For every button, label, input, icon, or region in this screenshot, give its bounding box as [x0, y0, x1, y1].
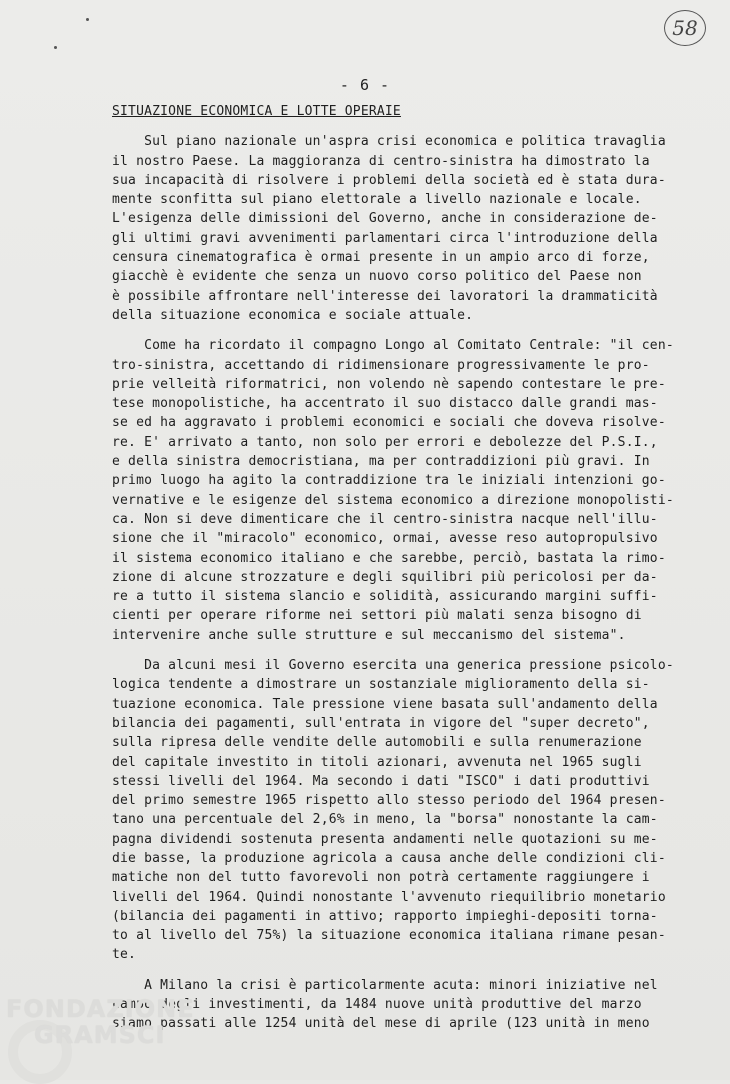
text-line: siamo passati alle 1254 unità del mese di aprile (123 unità in meno [112, 1016, 650, 1032]
text-line: L'esigenza delle dimissioni del Governo, anche in considerazione de- [112, 211, 658, 227]
document-body [112, 102, 712, 1045]
text-line: campo degli investimenti, da 1484 nuove unità produttive del marzo [112, 997, 642, 1013]
text-line: tuazione economica. Tale pressione viene basata sull'andamento della [112, 696, 658, 712]
paragraph [112, 976, 712, 1034]
page-marker: - 6 - [339, 76, 391, 94]
speck-mark [54, 46, 57, 49]
text-line: tro-sinistra, accettando di ridimensionare progressivamente le pro- [112, 357, 650, 373]
text-line: Sul piano nazionale un'aspra crisi economica e politica travaglia [112, 134, 666, 150]
text-line: bilancia dei pagamenti, sull'entrata in vigore del "super decreto", [112, 715, 650, 731]
text-line: re. E' arrivato a tanto, non solo per errori e debolezze del P.S.I., [112, 434, 658, 450]
text-line: tese monopolistiche, ha accentrato il suo distacco dalle grandi mas- [112, 396, 658, 412]
text-line: sua incapacità di risolvere i problemi della società ed è stata dura- [112, 172, 666, 188]
text-line: se ed ha aggravato i problemi economici e sociali che doveva risolve- [112, 415, 666, 431]
text-line: il sistema economico italiano e che sarebbe, perciò, bastata la rimo- [112, 550, 666, 566]
text-line: cienti per operare riforme nei settori più malati senza bisogno di [112, 608, 642, 624]
speck-mark [86, 18, 89, 21]
text-line: del primo semestre 1965 rispetto allo stesso periodo del 1964 presen- [112, 793, 666, 809]
text-line: prie velleità riformatrici, non volendo nè sapendo contestare le pre- [112, 376, 666, 392]
text-line: intervenire anche sulle strutture e sul meccanismo del sistema". [112, 627, 626, 643]
text-line: censura cinematografica è ormai presente in un ampio arco di forze, [112, 250, 650, 266]
text-line: del capitale investito in titoli azionari, avvenuta nel 1965 sugli [112, 754, 642, 770]
text-line: e della sinistra democristiana, ma per contraddizioni più gravi. In [112, 454, 650, 470]
watermark-line-2: GRAMSCI [34, 1021, 166, 1049]
section-heading: SITUAZIONE ECONOMICA E LOTTE OPERAIE [112, 104, 401, 119]
watermark [6, 996, 195, 1048]
text-line: primo luogo ha agito la contraddizione tra le iniziali intenzioni go- [112, 473, 666, 489]
text-line: ca. Non si deve dimenticare che il centro-sinistra nacque nell'illu- [112, 511, 658, 527]
text-line: livelli del 1964. Quindi nonostante l'avvenuto riequilibrio monetario [112, 889, 666, 905]
text-line: zione di alcune strozzature e degli squilibri più pericolosi per da- [112, 569, 658, 585]
text-line: è possibile affrontare nell'interesse dei lavoratori la drammaticità [112, 288, 658, 304]
paragraphs [112, 132, 712, 1033]
text-line: logica tendente a dimostrare un sostanziale miglioramento della si- [112, 677, 650, 693]
paragraph [112, 336, 712, 645]
text-line: Da alcuni mesi il Governo esercita una generica pressione psicolo- [112, 658, 674, 674]
text-line: sulla ripresa delle vendite delle automobili e sulla renumerazione [112, 735, 642, 751]
text-line: vernative e le esigenze del sistema economico a direzione monopolisti- [112, 492, 674, 508]
text-line: A Milano la crisi è particolarmente acuta: minori iniziative nel [112, 977, 658, 993]
paragraph [112, 656, 712, 965]
text-line: die basse, la produzione agricola a causa anche delle condizioni cli- [112, 850, 666, 866]
paragraph [112, 132, 712, 325]
text-line: il nostro Paese. La maggioranza di centro-sinistra ha dimostrato la [112, 153, 650, 169]
text-line: mente sconfitta sul piano elettorale a livello nazionale e locale. [112, 192, 642, 208]
text-line: della situazione economica e sociale attuale. [112, 307, 474, 323]
text-line: (bilancia dei pagamenti in attivo; rapporto impieghi-depositi torna- [112, 908, 658, 924]
watermark-line-1: FONDAZIONE [6, 995, 195, 1023]
text-line: giacchè è evidente che senza un nuovo corso politico del Paese non [112, 269, 642, 285]
text-line: te. [112, 947, 137, 963]
text-line: Come ha ricordato il compagno Longo al Comitato Centrale: "il cen- [112, 338, 674, 354]
text-line: gli ultimi gravi avvenimenti parlamentari circa l'introduzione della [112, 230, 658, 246]
text-line: tano una percentuale del 2,6% in meno, la "borsa" nonostante la cam- [112, 812, 658, 828]
text-line: sione che il "miracolo" economico, ormai, avesse reso autopropulsivo [112, 531, 658, 547]
text-line: pagna dividendi sostenuta presenta andamenti nelle quotazioni su me- [112, 831, 658, 847]
text-line: stessi livelli del 1964. Ma secondo i dati "ISCO" i dati produttivi [112, 773, 650, 789]
text-line: matiche non del tutto favorevoli non potrà certamente raggiungere i [112, 870, 650, 886]
text-line: to al livello del 75%) la situazione economica italiana rimane pesan- [112, 928, 666, 944]
archive-page-number: 58 [664, 10, 706, 46]
text-line: re a tutto il sistema slancio e solidità, assicurando margini suffi- [112, 589, 658, 605]
